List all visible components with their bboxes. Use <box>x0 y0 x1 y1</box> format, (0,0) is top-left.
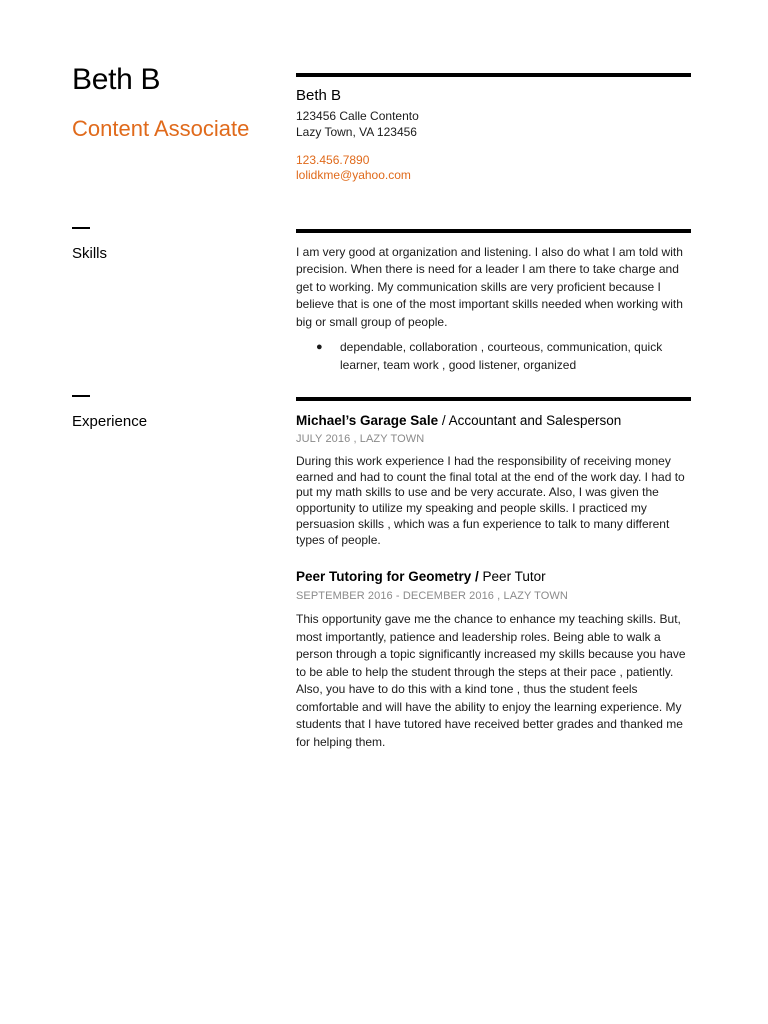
contact-address-line2: Lazy Town, VA 123456 <box>296 125 417 139</box>
skills-bullet-text: dependable, collaboration , courteous, communication, quick learner, team work , good listener, organized <box>340 340 663 372</box>
experience-heading: Experience <box>72 413 148 430</box>
job-2-description: This opportunity gave me the chance to enhance my teaching skills. But, most importantly, patience and leadership roles. Being able to walk a person through a topic significantly increased my skills because you have to be able to help the student through the steps at their pace , patiently. Also, you have to do this with a kind tone , thus the student feels comfortable and will have the ability to enjoy the learning experience. My students that I have tutored have received better grades and thanked me for helping them. <box>296 612 686 749</box>
top-divider <box>296 73 691 77</box>
job-2-meta: SEPTEMBER 2016 - DECEMBER 2016 , LAZY TOWN <box>296 590 568 602</box>
skills-dash <box>72 227 90 229</box>
experience-dash <box>72 395 90 397</box>
skills-bullet-item <box>316 339 696 374</box>
contact-email[interactable]: lolidkme@yahoo.com <box>296 168 411 182</box>
job-1-meta: JULY 2016 , LAZY TOWN <box>296 433 425 445</box>
contact-phone[interactable]: 123.456.7890 <box>296 153 370 167</box>
skills-paragraph: I am very good at organization and listening. I also do what I am told with precision. When there is need for a leader I am there to take charge and get to working. My communication skills are very proficient because I believe that is one of the most important skills needed when working with big or small group of people. <box>296 245 683 329</box>
contact-name: Beth B <box>296 87 342 104</box>
contact-address-line1: 123456 Calle Contento <box>296 109 419 123</box>
job-1-company: Michael’s Garage Sale <box>296 413 439 428</box>
job-1-description: During this work experience I had the responsibility of receiving money earned and had to count the final total at the end of the work day. I had to put my math skills to use and be very accurate. Also, I was given the opportunity to utilize my speaking and people skills. I practiced my persuasion skills , which was a fun experience to talk to many different types of people. <box>296 454 685 547</box>
resume-name: Beth B <box>72 63 161 96</box>
job-2-company: Peer Tutoring for Geometry / <box>296 569 479 584</box>
job-2-role: Peer Tutor <box>482 569 546 584</box>
job-1-role: / Accountant and Salesperson <box>441 413 622 428</box>
skills-heading: Skills <box>72 245 108 262</box>
experience-divider <box>296 397 691 401</box>
job-2-heading <box>296 568 546 586</box>
job-1-heading <box>296 412 621 430</box>
bullet-icon: ● <box>316 341 323 353</box>
resume-title: Content Associate <box>72 116 250 141</box>
skills-divider <box>296 229 691 233</box>
